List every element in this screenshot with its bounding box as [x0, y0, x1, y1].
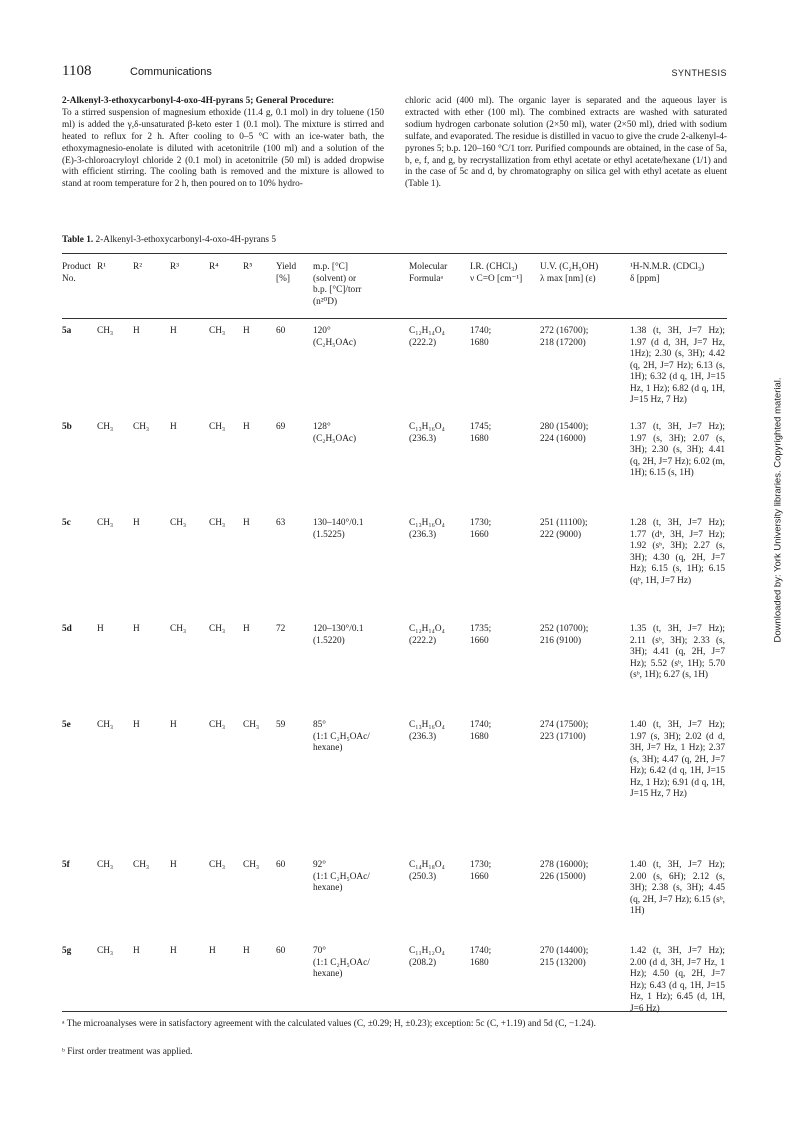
table-cell-formula: C₁₂H₁₄O₄ (222.2) [409, 326, 445, 348]
table-cell-no: 5e [62, 720, 71, 730]
table-cell-mp: 70° (1:1 C₂H₅OAc/ hexane) [313, 946, 370, 979]
download-notice-text: Downloaded by: York University libraries. Copyrighted material. [772, 377, 784, 643]
table-cell-r1: CH₃ [97, 422, 114, 432]
table-cell-r5: H [243, 946, 250, 956]
table-cell-nmr: 1.35 (t, 3H, J=7 Hz); 2.11 (sᵇ, 3H); 2.33 (s, 3H); 4.41 (q, 2H, J=7 Hz); 5.52 (sᵇ, 1H); 5.70 (sᵇ, 1H); 6.27 (s, 1H) [630, 624, 725, 680]
table-cell-r3: CH₃ [170, 624, 187, 634]
table-cell-r4: CH₃ [209, 518, 226, 528]
table-top-rule [62, 253, 727, 254]
table-header-r4: R⁴ [209, 262, 219, 272]
table-header-r3: R³ [170, 262, 179, 272]
table-cell-nmr: 1.40 (t, 3H, J=7 Hz); 1.97 (s, 3H); 2.02 (d d, 3H, J=7 Hz, 1 Hz); 2.37 (s, 3H); 4.47 (q, 2H, J=7 Hz); 6.42 (d q, 1H, J=15 Hz, 1 Hz); 6.91 (d q, 1H, J=15 Hz, 7 Hz) [630, 720, 725, 799]
table-header-r2: R² [133, 262, 142, 272]
table-cell-r2: H [133, 720, 140, 730]
table-cell-r2: CH₃ [133, 422, 150, 432]
table-bottom-rule [62, 1011, 727, 1012]
table-cell-r1: H [97, 624, 104, 634]
table-cell-r4: CH₃ [209, 720, 226, 730]
table-cell-ir: 1730; 1660 [470, 860, 492, 882]
table-cell-yield: 59 [276, 720, 286, 730]
table-caption-text: 2-Alkenyl-3-ethoxycarbonyl-4-oxo-4H-pyrans 5 [95, 235, 276, 245]
table-cell-formula: C₁₃H₁₆O₄ (236.3) [409, 720, 445, 742]
table-cell-r4: H [209, 946, 216, 956]
column-right [405, 96, 727, 191]
table-cell-mp: 120° (C₂H₅OAc) [313, 326, 357, 348]
table-cell-r5: H [243, 624, 250, 634]
table-cell-mp: 120–130°/0.1 (1.5220) [313, 624, 364, 646]
page-number: 1108 [62, 63, 92, 79]
table-header-yield: Yield [%] [276, 262, 297, 284]
table-cell-ir: 1740; 1680 [470, 946, 492, 968]
table-cell-no: 5g [62, 946, 72, 956]
table-cell-r3: H [170, 860, 177, 870]
table-header-r1: R¹ [97, 262, 106, 272]
table-cell-r3: H [170, 326, 177, 336]
table-cell-r5: H [243, 518, 250, 528]
table-cell-nmr: 1.38 (t, 3H, J=7 Hz); 1.97 (d d, 3H, J=7 Hz, 1Hz); 2.30 (s, 3H); 4.42 (q, 2H, J=7 Hz); 6.13 (s, 1H); 6.32 (d q, 1H, J=15 Hz, 1 Hz); 6.82 (d q, 1H, J=15 Hz, 7 Hz) [630, 326, 725, 405]
table-caption-label: Table 1. [62, 235, 94, 245]
table-cell-no: 5d [62, 624, 72, 634]
table-cell-formula: C₁₄H₁₈O₄ (250.3) [409, 860, 445, 882]
table-cell-yield: 72 [276, 624, 286, 634]
table-cell-ir: 1745; 1680 [470, 422, 492, 444]
table-header-uv: U.V. (C₂H₅OH) λ max [nm] (ε) [540, 262, 599, 284]
footnote-a: ᵃ The microanalyses were in satisfactory agreement with the calculated values (C, ±0.29; H, ±0.23); exception: 5c (C, +1.19) and 5d (C, −1.24). [62, 1019, 596, 1029]
table-cell-mp: 85° (1:1 C₂H₅OAc/ hexane) [313, 720, 370, 753]
table-cell-mp: 130–140°/0.1 (1.5225) [313, 518, 364, 540]
table-cell-r5: CH₃ [243, 720, 260, 730]
table-cell-no: 5f [62, 860, 70, 870]
procedure-title: 2-Alkenyl-3-ethoxycarbonyl-4-oxo-4H-pyrans 5; General Procedure: [62, 96, 335, 106]
table-cell-yield: 60 [276, 946, 286, 956]
table-cell-nmr: 1.28 (t, 3H, J=7 Hz); 1.77 (dᵇ, 3H, J=7 Hz); 1.92 (sᵇ, 3H); 2.27 (s, 3H); 4.30 (q, 2H, J=7 Hz); 6.15 (s, 1H); 6.15 (qᵇ, 1H, J=7 Hz) [630, 518, 725, 586]
table-cell-uv: 251 (11100); 222 (9000) [540, 518, 588, 540]
procedure-body-2: chloric acid (400 ml). The organic layer is separated and the aqueous layer is extracted with ether (100 ml). The combined extracts are washed with saturated sodium hydrogen carbonate solution (2×50 ml), water (2×50 ml), dried with sodium sulfate, and evaporated. The residue is distilled in vacuo to give the crude 2-alkenyl-4-pyrones 5; b.p. 120–160 °C/1 torr. Purified compounds are obtained, in the case of 5a, b, e, f, and g, by recrystallization from ethyl acetate or ethyl acetate/hexane (1/1) and in the case of 5c and d, by chromatography on silica gel with ethyl acetate as eluent (Table 1). [405, 96, 727, 190]
table-cell-r5: CH₃ [243, 860, 260, 870]
table-caption [62, 235, 276, 245]
table-cell-yield: 63 [276, 518, 286, 528]
table-header-nmr: ¹H-N.M.R. (CDCl₃) δ [ppm] [630, 262, 705, 284]
table-cell-r5: H [243, 326, 250, 336]
table-cell-r1: CH₃ [97, 326, 114, 336]
table-cell-uv: 252 (10700); 216 (9100) [540, 624, 589, 646]
table-cell-ir: 1735; 1660 [470, 624, 492, 646]
download-notice [770, 320, 786, 700]
table-cell-r2: H [133, 518, 140, 528]
table-header-mp: m.p. [°C] (solvent) or b.p. [°C]/torr (n²⁰D) [313, 262, 362, 307]
table-cell-ir: 1740; 1680 [470, 720, 492, 742]
table-cell-nmr: 1.40 (t, 3H, J=7 Hz); 2.00 (s, 6H); 2.12 (s, 3H); 2.38 (s, 3H); 4.45 (q, 2H, J=7 Hz); 6.15 (sᵇ, 1H) [630, 860, 725, 916]
table-cell-r1: CH₃ [97, 518, 114, 528]
table-cell-nmr: 1.37 (t, 3H, J=7 Hz); 1.97 (s, 3H); 2.07 (s, 3H); 2.30 (s, 3H); 4.41 (q, 2H, J=7 Hz); 6.02 (m, 1H); 6.15 (s, 1H) [630, 422, 725, 478]
table-cell-r4: CH₃ [209, 326, 226, 336]
table-cell-r2: H [133, 326, 140, 336]
table-cell-uv: 270 (14400); 215 (13200) [540, 946, 589, 968]
table-cell-yield: 69 [276, 422, 286, 432]
table-cell-uv: 280 (15400); 224 (16000) [540, 422, 589, 444]
table-cell-r4: CH₃ [209, 422, 226, 432]
table-header-r5: R⁵ [243, 262, 253, 272]
table-cell-r1: CH₃ [97, 720, 114, 730]
table-cell-no: 5a [62, 326, 72, 336]
table-cell-r2: CH₃ [133, 860, 150, 870]
table-cell-r2: H [133, 946, 140, 956]
table-cell-ir: 1740; 1680 [470, 326, 492, 348]
table-cell-formula: C₁₃H₁₆O₄ (236.3) [409, 518, 445, 540]
journal-name: SYNTHESIS [671, 68, 727, 78]
table-cell-mp: 128° (C₂H₅OAc) [313, 422, 357, 444]
table-cell-yield: 60 [276, 860, 286, 870]
procedure-text [62, 96, 727, 191]
table-cell-uv: 278 (16000); 226 (15000) [540, 860, 589, 882]
footnote-b: ᵇ First order treatment was applied. [62, 1047, 193, 1057]
table-header-rule [62, 318, 727, 319]
table-cell-r4: CH₃ [209, 860, 226, 870]
table-header-formula: Molecular Formulaᵃ [409, 262, 448, 284]
table-cell-no: 5b [62, 422, 72, 432]
table-cell-r4: CH₃ [209, 624, 226, 634]
table-cell-uv: 272 (16700); 218 (17200) [540, 326, 589, 348]
table-cell-r1: CH₃ [97, 860, 114, 870]
table-header-ir: I.R. (CHCl₃) ν C=O [cm⁻¹] [470, 262, 523, 284]
table-cell-mp: 92° (1:1 C₂H₅OAc/ hexane) [313, 860, 370, 893]
table-header-product: Product No. [62, 262, 91, 284]
section-label: Communications [130, 66, 212, 78]
procedure-body-1: To a stirred suspension of magnesium ethoxide (11.4 g, 0.1 mol) in dry toluene (150 ml) is added the γ,δ-unsaturated β-keto ester 1 (0.1 mol). The mixture is stirred and heated to reflux for 2 h. After cooling to 0–5 °C with an ice-water bath, the ethoxymagnesio-enolate is diluted with acetonitrile (100 ml) and a solution of the (E)-3-chloroacryloyl chloride 2 (0.1 mol) in acetonitrile (50 ml) is added dropwise with efficient stirring. The cooling bath is removed and the mixture is allowed to stand at room temperature for 2 h, then poured on to 10% hydro- [62, 107, 384, 190]
table-cell-r3: H [170, 720, 177, 730]
table-cell-no: 5c [62, 518, 71, 528]
table-cell-formula: C₁₃H₁₆O₄ (236.3) [409, 422, 445, 444]
table-cell-formula: C₁₂H₁₄O₄ (222.2) [409, 624, 445, 646]
table-cell-nmr: 1.42 (t, 3H, J=7 Hz); 2.00 (d d, 3H, J=7 Hz, 1 Hz); 4.50 (q, 2H, J=7 Hz); 6.43 (d q, 1H, J=15 Hz, 1 Hz); 6.45 (d, 1H, J=6 Hz) [630, 946, 725, 1014]
table-cell-r3: H [170, 422, 177, 432]
table-cell-r2: H [133, 624, 140, 634]
table-cell-uv: 274 (17500); 223 (17100) [540, 720, 589, 742]
column-left [62, 96, 384, 191]
table-cell-r1: CH₃ [97, 946, 114, 956]
table-cell-r3: CH₃ [170, 518, 187, 528]
table-cell-yield: 60 [276, 326, 286, 336]
table-cell-r5: H [243, 422, 250, 432]
table-cell-ir: 1730; 1660 [470, 518, 492, 540]
table-cell-r3: H [170, 946, 177, 956]
table-cell-formula: C₁₁H₁₂O₄ (208.2) [409, 946, 445, 968]
